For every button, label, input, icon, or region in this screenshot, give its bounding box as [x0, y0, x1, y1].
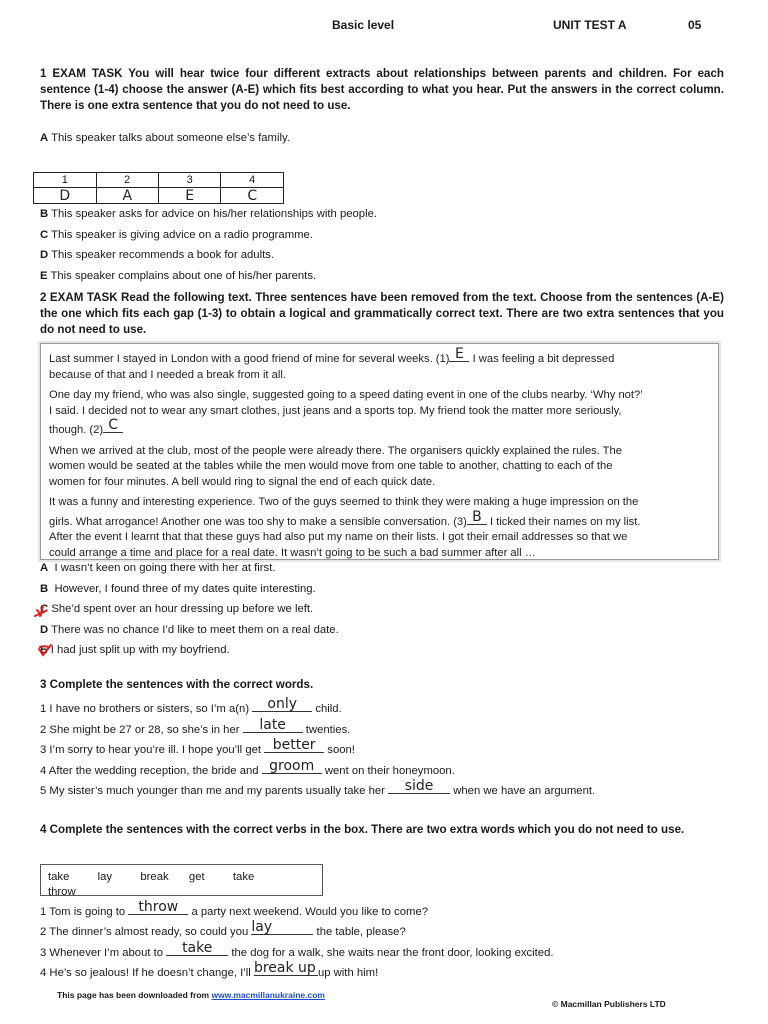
section1-option-a: A This speaker talks about someone else’s family.: [40, 132, 290, 144]
gap-2[interactable]: C: [103, 419, 123, 433]
grid-number: 3: [158, 173, 220, 188]
section1-option-b: B This speaker asks for advice on his/her relationships with people.: [40, 208, 378, 220]
answer-blank[interactable]: take: [166, 942, 228, 956]
section3-item: 1 I have no brothers or sisters, so I’m a(n) only child.: [40, 696, 342, 715]
answer-blank[interactable]: lay: [251, 921, 313, 935]
unit-label: UNIT TEST A: [553, 18, 627, 32]
word-box: [40, 864, 323, 896]
answer-blank[interactable]: throw: [128, 901, 188, 915]
section4-item: 1 Tom is going to throw a party next weekend. Would you like to come?: [40, 899, 429, 918]
section4-instruction: 4 Complete the sentences with the correct verbs in the box. There are two extra words which you do not need to use.: [40, 823, 685, 836]
word-box-word: lay: [97, 871, 113, 883]
section1-option-c: C This speaker is giving advice on a radio programme.: [40, 229, 313, 241]
section2-option-e: E I had just split up with my boyfriend.: [40, 644, 230, 656]
grid-number: 2: [96, 173, 158, 188]
page-number: 05: [688, 18, 702, 32]
grid-answer[interactable]: D: [34, 188, 97, 204]
word-box-word: break: [140, 871, 169, 883]
download-note: This page has been downloaded from www.macmillanukraine.com: [57, 990, 325, 1000]
section3-item: 2 She might be 27 or 28, so she’s in her late twenties.: [40, 717, 351, 736]
gap-3[interactable]: B: [467, 511, 487, 525]
grid-answer[interactable]: A: [96, 188, 158, 204]
section1-option-d: D This speaker recommends a book for adults.: [40, 249, 275, 261]
section2-option-b: B However, I found three of my dates quite interesting.: [40, 583, 316, 595]
reading-text-box: [40, 343, 719, 560]
section1-instruction: 1 EXAM TASK You will hear twice four different extracts about relationships between parents and children. For each sentence (1-4) choose the answer (A-E) which fits best according to what you hear. Put the answers in the correct column. There is one extra sentence that you do not need to use.: [40, 67, 724, 112]
reading-paragraph: Last summer I stayed in London with a good friend of mine for several weeks. (1) E I was feeling a bit depressed because of that and I needed a break from it all.: [49, 346, 615, 381]
reading-paragraph: One day my friend, who was also single, suggested going to a speed dating event in one of the clubs nearby. ‘Why not?’ I said. I decided not to wear any smart clothes, just jeans and a sports top. My friend took the matter more seriously, though. (2) C: [49, 389, 643, 436]
answer-blank[interactable]: break up: [254, 962, 318, 976]
reading-paragraph: When we arrived at the club, most of the people were already there. The organisers quickly explained the rules. The women would be seated at the tables while the men would move from one table to another, chatting to each of the women for four minutes. A bell would ring to signal the end of each quick date.: [49, 444, 622, 488]
section3-item: 4 After the wedding reception, the bride and groom went on their honeymoon.: [40, 758, 455, 777]
level-label: Basic level: [332, 18, 395, 32]
section3-item: 5 My sister’s much younger than me and my parents usually take her side when we have an argument.: [40, 778, 596, 797]
section2-option-a: A I wasn’t keen on going there with her at first.: [40, 562, 276, 574]
answer-blank[interactable]: side: [388, 780, 450, 794]
section4-item: 4 He’s so jealous! If he doesn’t change, I’ll break up up with him!: [40, 960, 379, 979]
grid-number: 4: [221, 173, 284, 188]
answer-blank[interactable]: only: [252, 698, 312, 712]
grid-number: 1: [34, 173, 97, 188]
grid-answer[interactable]: E: [158, 188, 220, 204]
gap-1[interactable]: E: [449, 348, 469, 362]
reading-paragraph: It was a funny and interesting experience. Two of the guys seemed to think they were making a huge impression on the girls. What arrogance! Another one was too shy to make a sensible conversation. (3) B I ticked their names on my list. After the event I learnt that that these guys had also put my name on their lists. I got their email addresses so that we could arrange a time and place for a real date. It wasn’t going to be such a bad summer after all …: [49, 496, 641, 559]
section3-item: 3 I’m sorry to hear you’re ill. I hope you’ll get better soon!: [40, 737, 355, 756]
section1-option-e: E This speaker complains about one of his/her parents.: [40, 270, 317, 282]
word-box-word: take: [232, 871, 255, 883]
answer-grid: [33, 172, 284, 204]
tick-mark-icon: [37, 643, 55, 659]
grid-answer[interactable]: C: [221, 188, 284, 204]
section2-instruction: 2 EXAM TASK Read the following text. Three sentences have been removed from the text. Choose from the sentences (A-E) the one which fits each gap (1-3) to obtain a logical and grammatically correct text. There are two extra sentences that you do not need to use.: [40, 291, 724, 336]
section4-item: 3 Whenever I’m about to take the dog for a walk, she waits near the front door, looking excited.: [40, 940, 554, 959]
answer-blank[interactable]: groom: [262, 760, 322, 774]
download-link[interactable]: www.macmillanukraine.com: [211, 990, 325, 1000]
section4-item: 2 The dinner’s almost ready, so could you lay the table, please?: [40, 919, 406, 938]
section2-option-c: C She’d spent over an hour dressing up before we left.: [40, 603, 314, 615]
copyright: © Macmillan Publishers LTD: [552, 999, 666, 1009]
tick-mark-icon: [33, 602, 55, 620]
answer-blank[interactable]: better: [264, 739, 324, 753]
word-box-word: throw: [48, 886, 76, 896]
word-box-word: get: [188, 871, 205, 883]
answer-blank[interactable]: late: [243, 719, 303, 733]
section2-option-d: D There was no chance I’d like to meet them on a real date.: [40, 624, 339, 636]
word-box-word: take: [48, 871, 70, 883]
section3-instruction: 3 Complete the sentences with the correct words.: [40, 678, 314, 691]
